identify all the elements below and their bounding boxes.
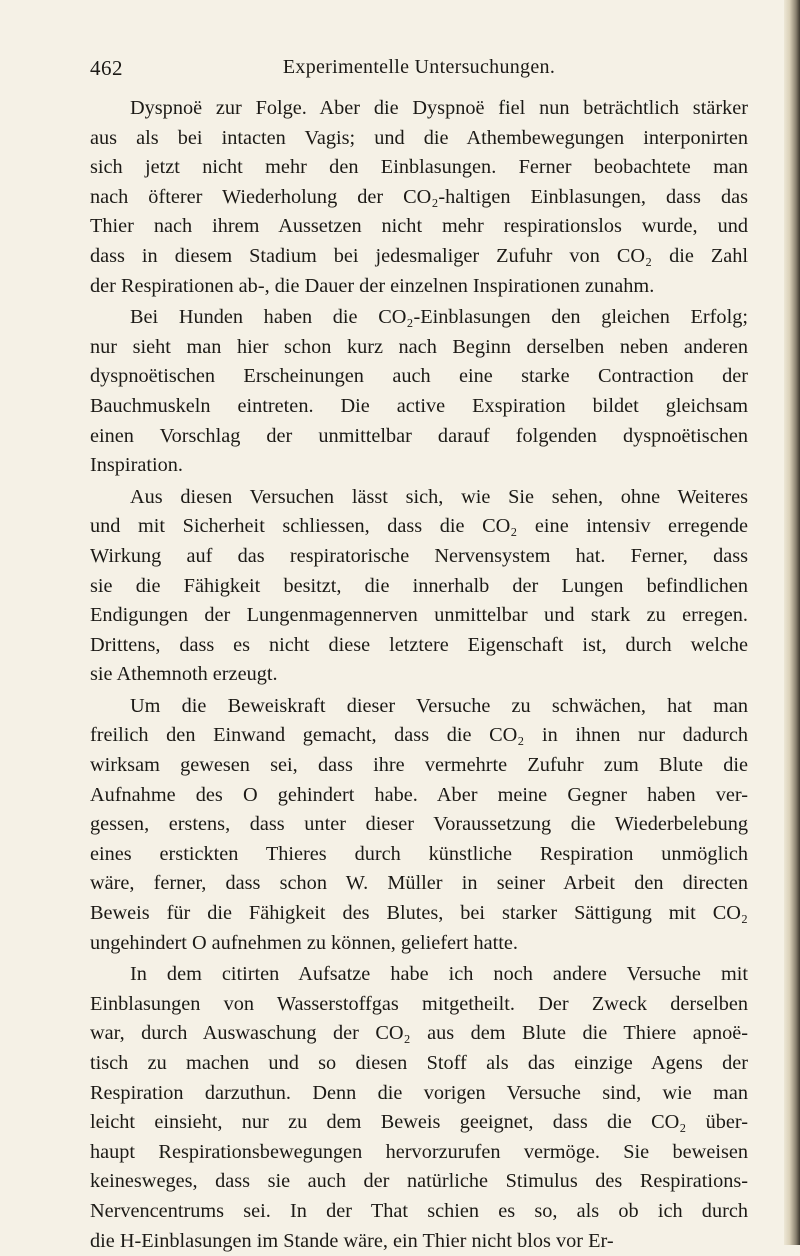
text-line: In dem citirten Aufsatze habe ich noch andere Versuche mit [130,963,748,986]
text-line: dyspnoëtischen Erscheinungen auch eine starke Contraction der [90,365,748,388]
text-line: und mit Sicherheit schliessen, dass die CO₂ eine intensiv erregende [90,515,748,538]
text-line: dass in diesem Stadium bei jedesmaliger Zufuhr von CO₂ die Zahl [90,244,748,267]
running-title: Experimentelle Untersuchungen. [282,56,556,78]
text-line: Aufnahme des O gehindert habe. Aber meine Gegner haben ver- [90,783,748,806]
text-line: Inspiration. [90,454,183,477]
text-line: Dyspnoë zur Folge. Aber die Dyspnoë fiel nun beträchtlich stärker [130,97,748,119]
paragraph [90,483,748,690]
text-line: sie Athemnoth erzeugt. [90,663,278,686]
text-line: sich jetzt nicht mehr den Einblasungen. Ferner beobachtete man [90,156,748,179]
text-line: tisch zu machen und so diesen Stoff als das einzige Agens der [90,1052,748,1074]
body-text [90,94,748,1256]
text-line: nur sieht man hier schon kurz nach Beginn derselben neben anderen [90,335,748,358]
page-number: 462 [90,56,123,80]
paragraph [90,960,748,1256]
text-line: der Respirationen ab-, die Dauer der einzelnen Inspirationen zunahm. [90,274,655,297]
text-line: Um die Beweiskraft dieser Versuche zu schwächen, hat man [130,694,748,717]
text-line: wirksam gewesen sei, dass ihre vermehrte Zufuhr zum Blute die [90,754,748,777]
paragraph [90,94,748,301]
text-line: Einblasungen von Wasserstoffgas mitgetheilt. Der Zweck derselben [90,992,748,1015]
text-line: gessen, erstens, dass unter dieser Voraussetzung die Wiederbelebung [90,813,748,836]
text-line: einen Vorschlag der unmittelbar darauf folgenden dyspnoëtischen [90,424,748,447]
text-line: Nervencentrums sei. In der That schien es so, als ob ich durch [90,1199,748,1222]
text-line: sie die Fähigkeit besitzt, die innerhalb der Lungen befindlichen [90,574,748,597]
text-line: ungehindert O aufnehmen zu können, geliefert hatte. [90,931,518,954]
text-line: haupt Respirationsbewegungen hervorzurufen vermöge. Sie beweisen [90,1140,748,1163]
page-edge-shadow [784,0,800,1245]
text-line: leicht einsieht, nur zu dem Beweis geeignet, dass die CO₂ über- [90,1111,748,1134]
text-line: Endigungen der Lungenmagennerven unmittelbar und stark zu erregen. [90,604,748,627]
text-line: Respiration darzuthun. Denn die vorigen Versuche sind, wie man [90,1081,748,1104]
text-line: Beweis für die Fähigkeit des Blutes, bei starker Sättigung mit CO₂ [90,902,748,925]
page-header [90,56,748,86]
text-line: Wirkung auf das respiratorische Nervensystem hat. Ferner, dass [90,544,748,567]
text-line: aus als bei intacten Vagis; und die Athembewegungen interponirten [90,126,748,149]
text-line: freilich den Einwand gemacht, dass die CO₂ in ihnen nur dadurch [90,724,748,747]
text-line: eines erstickten Thieres durch künstliche Respiration unmöglich [90,842,748,865]
text-line: nach öfterer Wiederholung der CO₂-haltigen Einblasungen, dass das [90,185,748,208]
text-line: war, durch Auswaschung der CO₂ aus dem Blute die Thiere apnoë- [90,1022,748,1045]
text-line: Aus diesen Versuchen lässt sich, wie Sie sehen, ohne Weiteres [130,485,748,508]
text-line: Bei Hunden haben die CO₂-Einblasungen den gleichen Erfolg; [130,306,748,329]
text-line: Drittens, dass es nicht diese letztere Eigenschaft ist, durch welche [90,633,748,656]
paragraph [90,303,748,481]
text-line: Bauchmuskeln eintreten. Die active Exspiration bildet gleichsam [90,394,748,417]
text-line: die H-Einblasungen im Stande wäre, ein Thier nicht blos vor Er- [90,1229,614,1252]
paragraph [90,692,748,958]
text-line: keinesweges, dass sie auch der natürliche Stimulus des Respirations- [90,1170,748,1193]
text-line: Thier nach ihrem Aussetzen nicht mehr respirationslos wurde, und [90,215,748,238]
text-line: wäre, ferner, dass schon W. Müller in seiner Arbeit den directen [90,872,748,895]
